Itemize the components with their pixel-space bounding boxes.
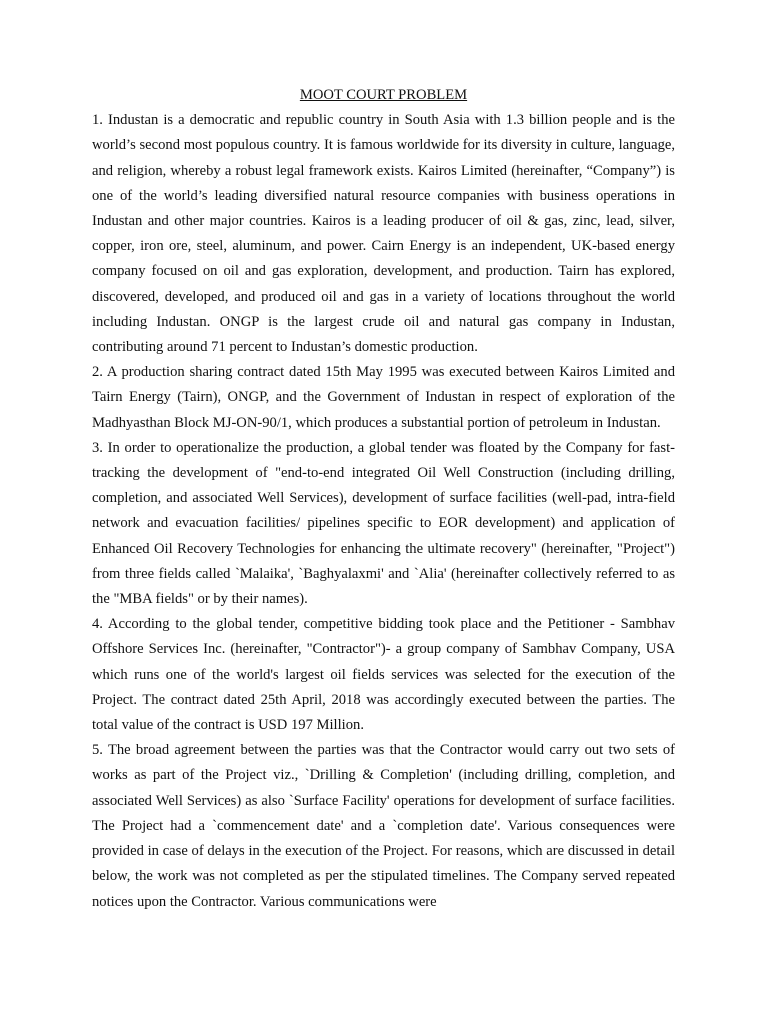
paragraph-4: 4. According to the global tender, competitive bidding took place and the Petitioner - Sambhav Offshore Services Inc. (hereinafter, "Contractor")- a group company of Sambhav Company, USA which runs one of the world's largest oil fields services was selected for the execution of the Project. The contract dated 25th April, 2018 was accordingly executed between the parties. The total value of the contract is USD 197 Million. <box>92 616 675 734</box>
paragraph-1: 1. Industan is a democratic and republic country in South Asia with 1.3 billion people and is the world’s second most populous country. It is famous worldwide for its diversity in culture, language, and religion, whereby a robust legal framework exists. Kairos Limited (hereinafter, “Company”) is one of the world’s leading diversified natural resource companies with business operations in Industan and other major countries. Kairos is a leading producer of oil & gas, zinc, lead, silver, copper, iron ore, steel, aluminum, and power. Cairn Energy is an independent, UK-based energy company focused on oil and gas exploration, development, and production. Tairn has explored, discovered, developed, and produced oil and gas in a variety of locations throughout the world including Industan. ONGP is the largest crude oil and natural gas company in Industan, contributing around 71 percent to Industan’s domestic production. <box>92 112 675 356</box>
document-page <box>92 83 675 915</box>
paragraph-3: 3. In order to operationalize the production, a global tender was floated by the Company for fast-tracking the development of "end-to-end integrated Oil Well Construction (including drilling, completion, and associated Well Services), development of surface facilities (well-pad, intra-field network and evacuation facilities/ pipelines specific to EOR development) and application of Enhanced Oil Recovery Technologies for enhancing the ultimate recovery" (hereinafter, "Project") from three fields called `Malaika', `Baghyalaxmi' and `Alia' (hereinafter collectively referred to as the "MBA fields" or by their names). <box>92 439 675 608</box>
paragraph-2: 2. A production sharing contract dated 15th May 1995 was executed between Kairos Limited and Tairn Energy (Tairn), ONGP, and the Government of Industan in respect of exploration of the Madhyasthan Block MJ-ON-90/1, which produces a substantial portion of petroleum in Industan. <box>92 364 675 431</box>
paragraph-5: 5. The broad agreement between the parties was that the Contractor would carry out two sets of works as part of the Project viz., `Drilling & Completion' (including drilling, completion, and associated Well Services) as also `Surface Facility' operations for development of surface facilities. The Project had a `commencement date' and a `completion date'. Various consequences were provided in case of delays in the execution of the Project. For reasons, which are discussed in detail below, the work was not completed as per the stipulated timelines. The Company served repeated notices upon the Contractor. Various communications were <box>92 742 675 910</box>
document-title: MOOT COURT PROBLEM <box>299 87 468 103</box>
